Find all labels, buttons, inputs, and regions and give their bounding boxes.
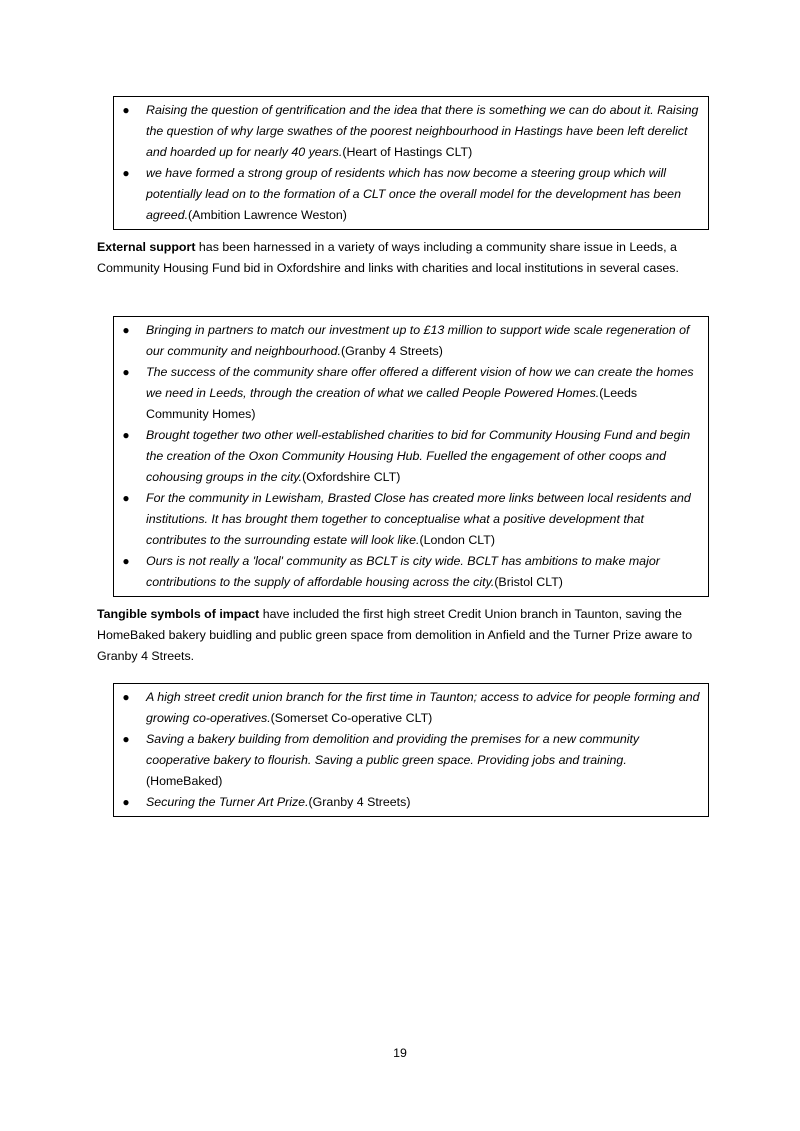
quote-item — [114, 792, 700, 813]
quote-box-tangible-impact — [113, 683, 709, 817]
bullet-icon: ● — [122, 166, 130, 180]
quote-item — [114, 425, 700, 488]
quote-item — [114, 488, 700, 551]
quote-text: Ours is not really a 'local' community as BCLT is city wide. BCLT has ambitions to make major contributions to the supply of affordable housing across the city. — [146, 554, 660, 589]
paragraph-external-support — [97, 237, 712, 279]
quote-text: Raising the question of gentrification and the idea that there is something we can do about it. Raising the question of why large swathes of the poorest neighbourhood in Hastings have been left derelict and hoarded up for nearly 40 years. — [146, 103, 699, 159]
quote-source: (Oxfordshire CLT) — [302, 470, 401, 484]
bullet-icon: ● — [122, 323, 130, 337]
quote-text: Brought together two other well-established charities to bid for Community Housing Fund and begin the creation of the Oxon Community Housing Hub. Fuelled the engagement of other coops and cohousing groups in the city. — [146, 428, 691, 484]
quote-item — [114, 551, 700, 593]
quote-source: (HomeBaked) — [146, 774, 223, 788]
bullet-icon: ● — [122, 365, 130, 379]
quote-list — [114, 687, 700, 813]
quote-text: Securing the Turner Art Prize. — [146, 795, 309, 809]
paragraph-tangible-impact — [97, 604, 712, 667]
quote-list — [114, 320, 700, 593]
quote-source: (Granby 4 Streets) — [340, 344, 443, 358]
quote-box-community-awareness — [113, 96, 709, 230]
quote-text: Bringing in partners to match our investment up to £13 million to support wide scale regeneration of our community and neighbourhood. — [146, 323, 690, 358]
paragraph-heading: External support — [97, 240, 196, 254]
quote-item — [114, 320, 700, 362]
quote-box-external-support — [113, 316, 709, 597]
quote-source: (Ambition Lawrence Weston) — [188, 208, 347, 222]
bullet-icon: ● — [122, 795, 130, 809]
quote-source: (London CLT) — [419, 533, 495, 547]
paragraph-heading: Tangible symbols of impact — [97, 607, 260, 621]
bullet-icon: ● — [122, 554, 130, 568]
bullet-icon: ● — [122, 690, 130, 704]
bullet-icon: ● — [122, 732, 130, 746]
quote-source: (Heart of Hastings CLT) — [342, 145, 473, 159]
quote-source: (Somerset Co-operative CLT) — [270, 711, 433, 725]
quote-text: Saving a bakery building from demolition and providing the premises for a new community cooperative bakery to flourish. Saving a public green space. Providing jobs and training. — [146, 732, 640, 767]
quote-source: (Granby 4 Streets) — [308, 795, 411, 809]
quote-item — [114, 729, 700, 792]
quote-source: (Bristol CLT) — [494, 575, 563, 589]
quote-item — [114, 687, 700, 729]
paragraph-text: has been harnessed in a variety of ways including a community share issue in Leeds, a Community Housing Fund bid in Oxfordshire and links with charities and local institutions in several cases. — [97, 240, 679, 275]
quote-item — [114, 100, 700, 163]
quote-text: For the community in Lewisham, Brasted Close has created more links between local residents and institutions. It has brought them together to conceptualise what a positive development that contributes to the surrounding estate will look like. — [146, 491, 691, 547]
quote-text: A high street credit union branch for the first time in Taunton; access to advice for people forming and growing co-operatives. — [146, 690, 700, 725]
quote-text: The success of the community share offer offered a different vision of how we can create the homes we need in Leeds, through the creation of what we called People Powered Homes. — [146, 365, 694, 400]
quote-text: we have formed a strong group of residents which has now become a steering group which will potentially lead on to the formation of a CLT once the overall model for the development has been agreed. — [146, 166, 681, 222]
quote-item — [114, 163, 700, 226]
paragraph-text: have included the first high street Credit Union branch in Taunton, saving the HomeBaked bakery buidling and public green space from demolition in Anfield and the Turner Prize aware to Granby 4 Streets. — [97, 607, 693, 663]
quote-item — [114, 362, 700, 425]
bullet-icon: ● — [122, 103, 130, 117]
bullet-icon: ● — [122, 491, 130, 505]
page-number: 19 — [393, 1046, 407, 1060]
quote-list — [114, 100, 700, 226]
bullet-icon: ● — [122, 428, 130, 442]
quote-source: (Leeds Community Homes) — [146, 386, 638, 421]
